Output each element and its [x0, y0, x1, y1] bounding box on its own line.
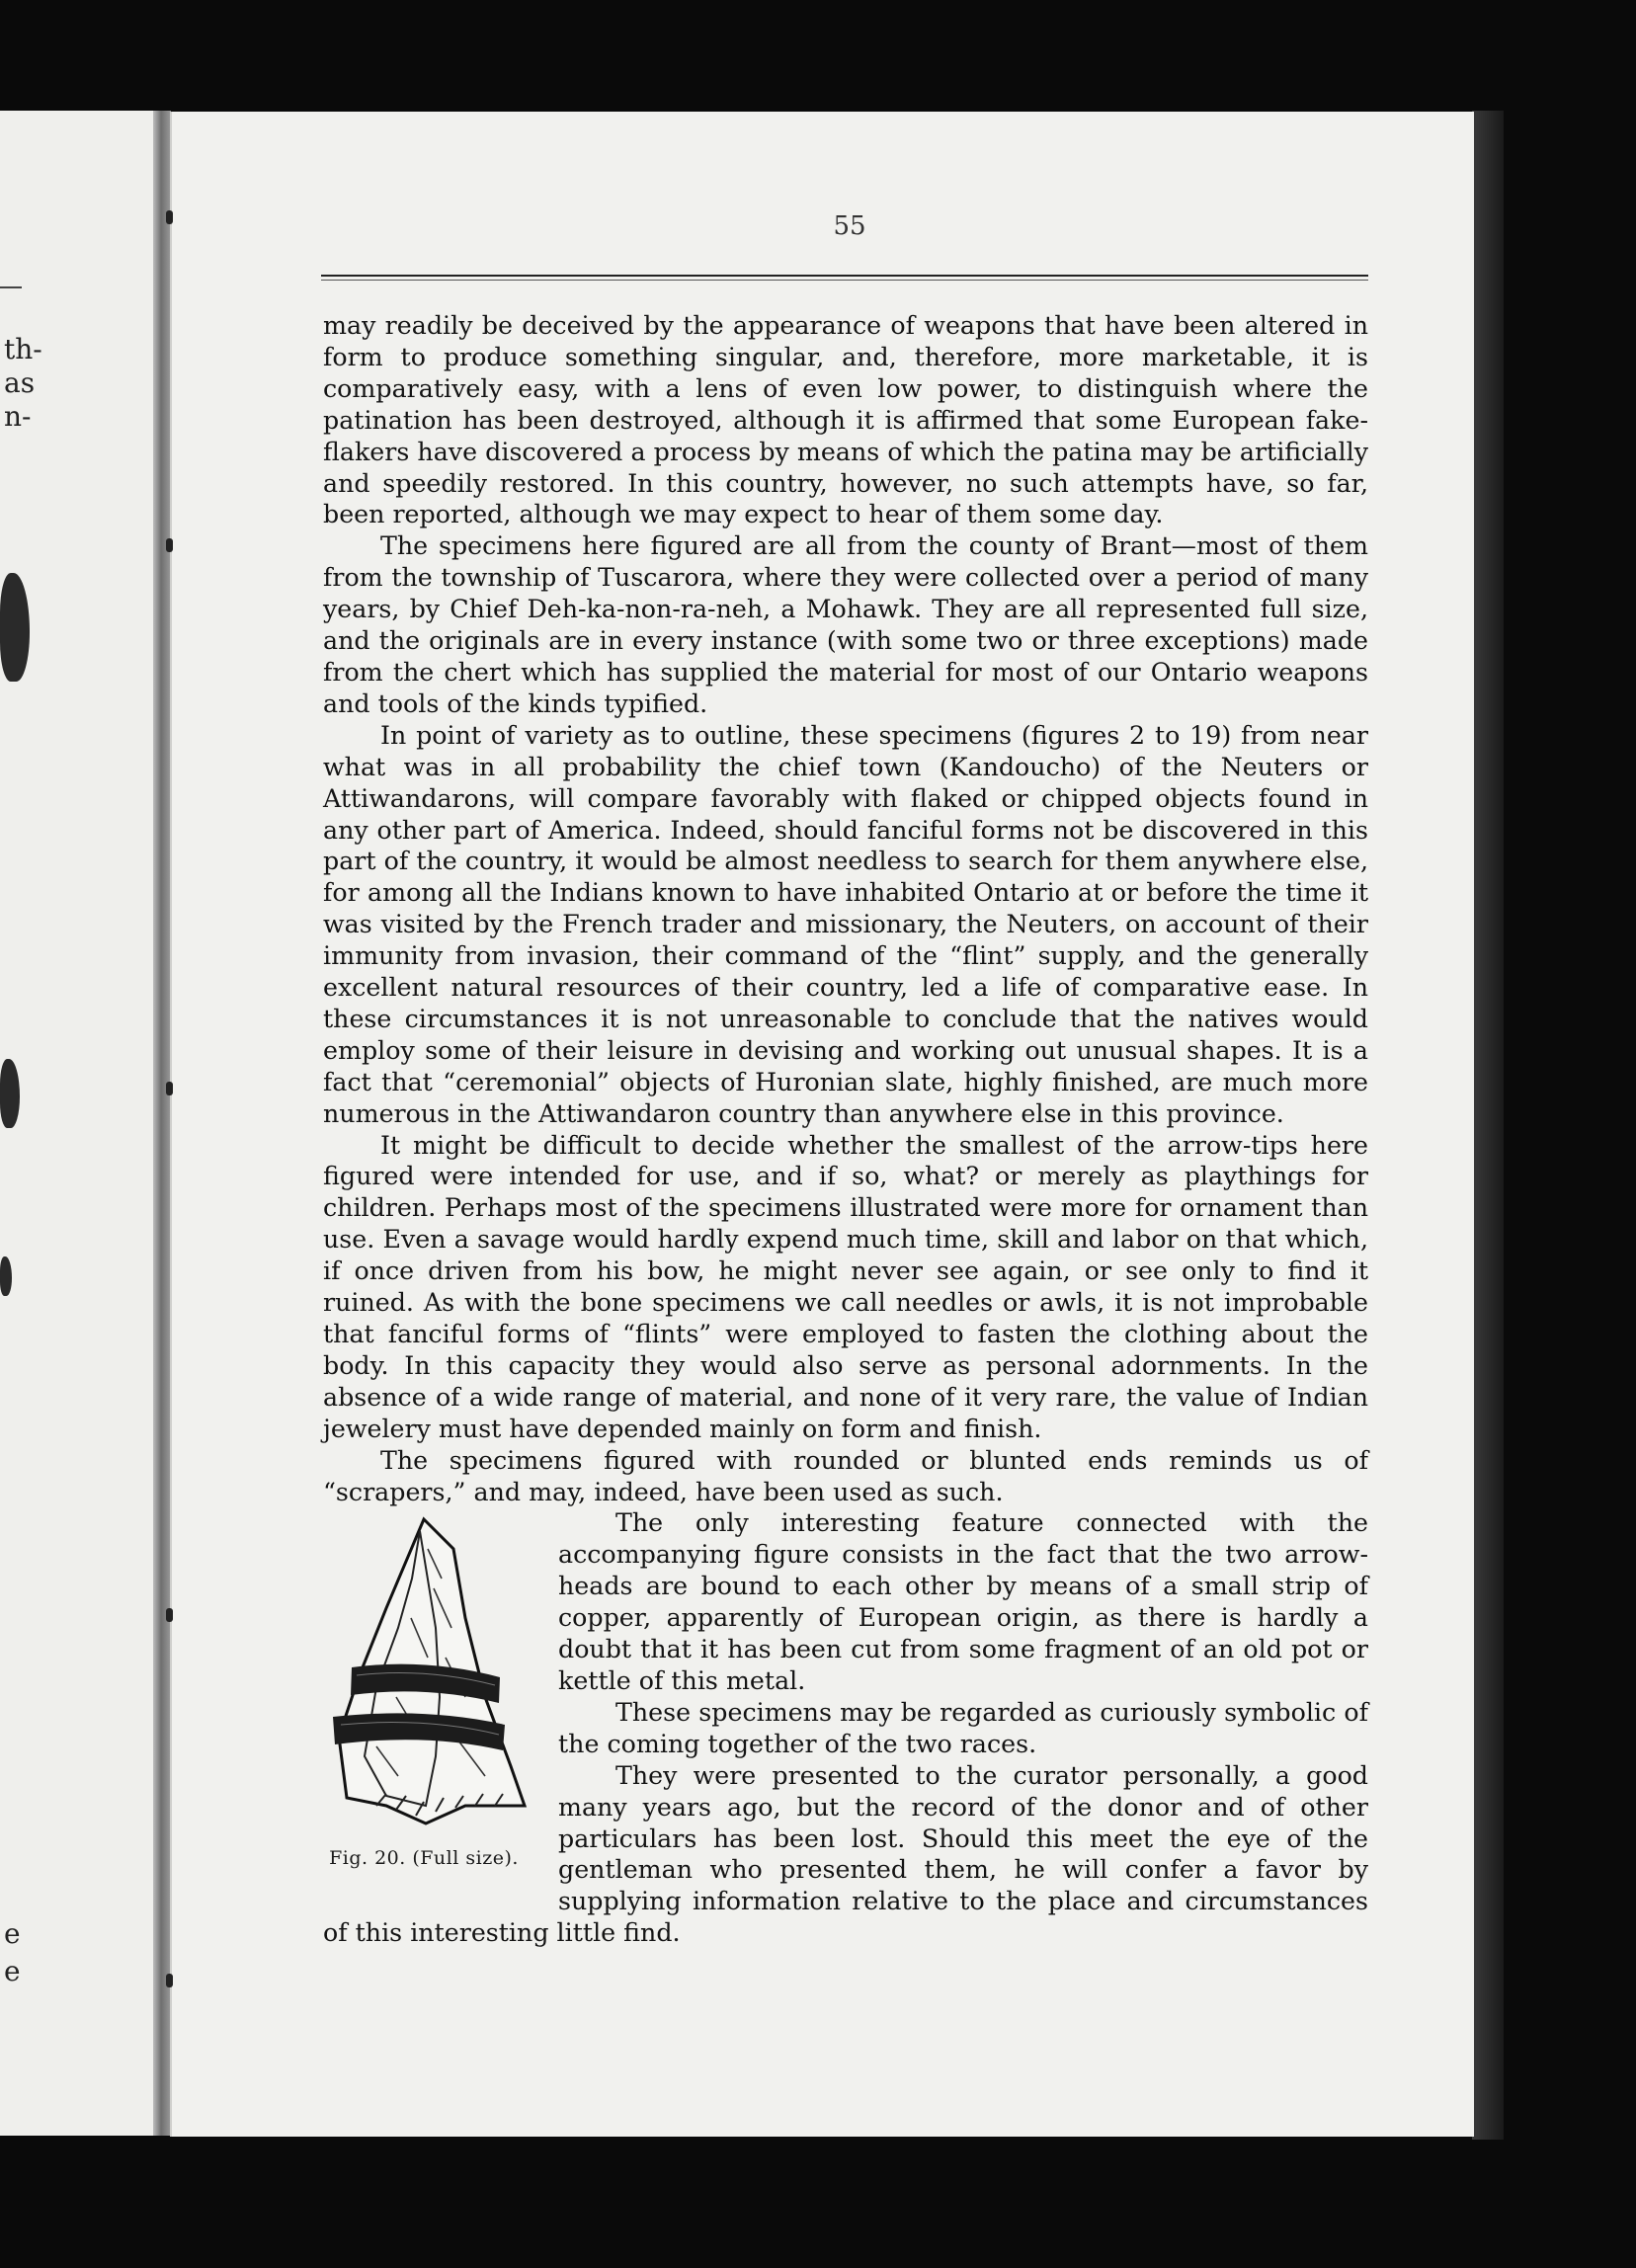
binding-mark: [166, 1082, 173, 1095]
book-edge: [1472, 111, 1504, 2140]
binding-mark: [166, 538, 173, 552]
book-gutter: [153, 111, 171, 2136]
facing-page-rule: [0, 286, 22, 288]
facing-page-sketch: [0, 1059, 20, 1128]
bound-arrowheads-icon: [317, 1509, 539, 1845]
facing-page-text: as: [4, 366, 36, 399]
binding-mark: [166, 1974, 173, 1987]
paragraph: The specimens here figured are all from the county of Brant—most of them from the township of Tuscarora, where they were collected over a period of many years, by Chief Deh-ka-non-ra-neh, a Mohawk. They are all represented full size, and the originals are in every instance (with some two or three exceptions) made from the chert which has supplied the material for most of our Ontario weapons and tools of the kinds typified.: [323, 531, 1368, 718]
paragraph: may readily be deceived by the appearance of weapons that have been altered in form to produce something singular, and, therefore, more marketable, it is comparatively easy, with a lens of even low power, to distinguish where the patination has been destroyed, although it is affirmed that some European fake-flakers have discovered a process by means of which the patina may be artificially and speedily restored. In this country, however, no such attempts have, so far, been reported, although we may expect to hear of them some day.: [323, 311, 1368, 529]
paragraph: They were presented to the curator personally, a good many years ago, but the record of the donor and of other particulars has been lost. Should this meet the eye of the gentleman who presented them, he will confer a favor by supplying information relative to the place and circumstances of this interesting little find.: [323, 1760, 1368, 1948]
facing-page-fragment: [0, 111, 166, 2136]
facing-page-sketch: [0, 1256, 12, 1296]
facing-page-text: e: [4, 1955, 21, 1987]
page-number: 55: [833, 211, 866, 241]
paragraph: These specimens may be regarded as curiously symbolic of the coming together of the two races.: [558, 1697, 1368, 1758]
paragraph: It might be difficult to decide whether the smallest of the arrow-tips here figured were intended for use, and if so, what? or merely as playthings for children. Perhaps most of the specimens illustrated were more for ornament than use. Even a savage would hardly expend much time, skill and labor on that which, if once driven from his bow, he might never see again, or see only to find it ruined. As with the bone specimens we call needles or awls, it is not improbable that fanciful forms of “flints” were employed to fasten the clothing about the body. In this capacity they would also serve as personal adornments. In the absence of a wide range of material, and none of it very rare, the value of Indian jewelery must have depended mainly on form and finish.: [323, 1130, 1368, 1443]
facing-page-text: e: [4, 1917, 21, 1950]
binding-mark: [166, 1608, 173, 1622]
header-rule: [321, 275, 1368, 281]
body-text: [323, 310, 1368, 1949]
binding-mark: [166, 210, 173, 224]
figure-20: [317, 1507, 544, 1903]
facing-page-sketch: [0, 573, 30, 682]
paragraph: The only interesting feature connected with the accompanying figure consists in the fact that the two arrow-heads are bound to each other by means of a small strip of copper, apparently of European origin, as there is hardly a doubt that it has been cut from some fragment of an old pot or kettle of this metal.: [558, 1508, 1368, 1695]
facing-page-text: th-: [4, 333, 42, 365]
paragraph: The specimens figured with rounded or blunted ends reminds us of “scrapers,” and may, indeed, have been used as such.: [323, 1445, 1368, 1506]
paragraph: In point of variety as to outline, these specimens (figures 2 to 19) from near what was in all probability the chief town (Kandoucho) of the Neuters or Attiwandarons, will compare favorably with flaked or chipped objects found in any other part of America. Indeed, should fanciful forms not be discovered in this part of the country, it would be almost needless to search for them anywhere else, for among all the Indians known to have inhabited Ontario at or before the time it was visited by the French trader and missionary, the Neuters, on account of their immunity from invasion, their command of the “flint” supply, and the generally excellent natural resources of their country, led a life of comparative ease. In these circumstances it is not unreasonable to conclude that the natives would employ some of their leisure in devising and working out unusual shapes. It is a fact that “ceremonial” objects of Huronian slate, highly finished, are much more numerous in the Attiwandaron country than anywhere else in this province.: [323, 720, 1368, 1128]
figure-caption: Fig. 20. (Full size).: [329, 1847, 519, 1870]
facing-page-text: n-: [4, 400, 32, 433]
